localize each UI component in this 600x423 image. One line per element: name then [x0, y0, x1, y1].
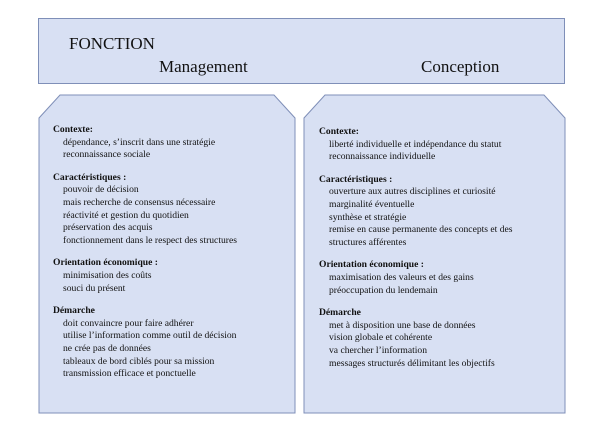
list-item: met à disposition une base de données: [329, 319, 476, 331]
list-item: mais recherche de consensus nécessaire: [63, 196, 216, 208]
list-item: remise en cause permanente des concepts et des: [329, 224, 513, 236]
list-item: liberté individuelle et indépendance du statut: [329, 138, 502, 150]
section-title: Contexte:: [53, 124, 93, 135]
list-item: vision globale et cohérente: [329, 332, 433, 344]
list-item: utilise l’information comme outil de décision: [63, 330, 237, 342]
column-title-management: Management: [159, 57, 248, 76]
header-title: FONCTION: [69, 34, 155, 53]
section-title: Orientation économique :: [53, 257, 158, 269]
section-title: Contexte:: [319, 126, 359, 137]
management-panel: [38, 94, 296, 414]
list-item: pouvoir de décision: [63, 184, 139, 196]
column-title-conception: Conception: [421, 57, 500, 76]
header-box: [38, 18, 565, 84]
list-item: préservation des acquis: [63, 222, 153, 234]
section-caracteristiques: [53, 172, 290, 248]
list-item: réactivité et gestion du quotidien: [63, 209, 189, 221]
conception-content: [319, 126, 560, 380]
section-contexte: [319, 126, 560, 164]
list-item: synthèse et stratégie: [329, 211, 407, 223]
list-item: minimisation des coûts: [63, 269, 152, 281]
list-item: marginalité éventuelle: [329, 198, 415, 210]
section-title: Caractéristiques :: [53, 171, 127, 183]
section-orientation: [53, 257, 290, 295]
list-item: fonctionnement dans le respect des structures: [63, 234, 237, 246]
section-title: Orientation économique :: [319, 259, 424, 271]
list-item: doit convaincre pour faire adhérer: [63, 317, 194, 329]
section-contexte: [53, 124, 290, 162]
list-item: transmission efficace et ponctuelle: [63, 368, 196, 380]
list-item: ne crée pas de données: [63, 342, 151, 354]
list-item: préoccupation du lendemain: [329, 284, 438, 296]
section-title: Démarche: [319, 307, 361, 319]
list-item: souci du présent: [63, 282, 126, 294]
list-item: messages structurés délimitant les objectifs: [329, 357, 495, 369]
management-content: [53, 124, 290, 391]
section-title: Démarche: [53, 305, 95, 317]
list-item: reconnaissance sociale: [63, 149, 151, 161]
list-item: structures afférentes: [329, 236, 407, 248]
conception-panel: [303, 94, 566, 414]
section-caracteristiques: [319, 174, 560, 250]
list-item: ouverture aux autres disciplines et curiosité: [329, 186, 496, 198]
section-demarche: [319, 307, 560, 370]
section-title: Caractéristiques :: [319, 173, 393, 185]
section-orientation: [319, 259, 560, 297]
list-item: dépendance, s’inscrit dans une stratégie: [63, 136, 216, 148]
list-item: maximisation des valeurs et des gains: [329, 271, 474, 283]
section-demarche: [53, 305, 290, 381]
list-item: tableaux de bord ciblés pour sa mission: [63, 355, 215, 367]
list-item: va chercher l’information: [329, 344, 428, 356]
list-item: reconnaissance individuelle: [329, 151, 436, 163]
